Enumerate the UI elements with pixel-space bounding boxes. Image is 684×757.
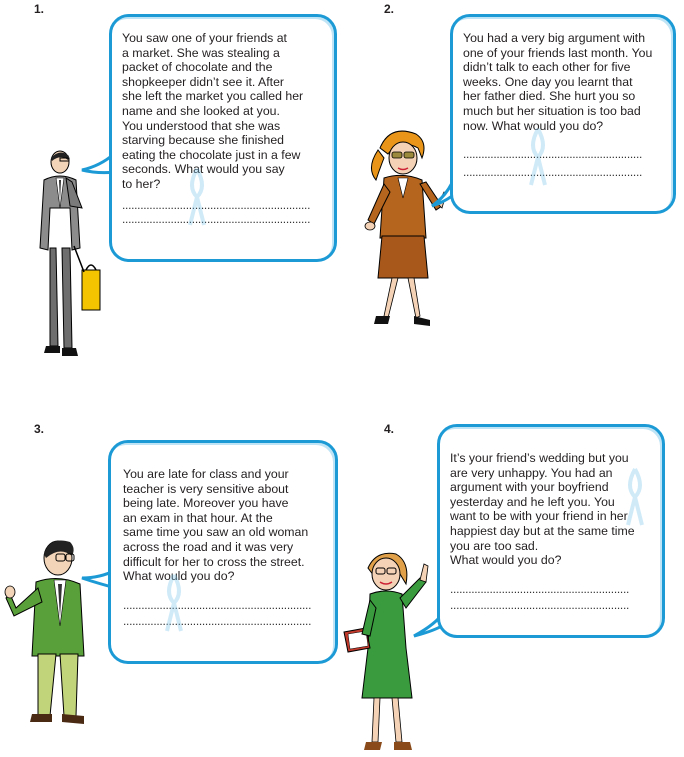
scenario-3-text: You are late for class and your teacher is very sensitive about being late. Moreover you have an exam in that hour. At the same time you saw an old woman across the road and it was very difficult for her to cross the street. What would you do? [123, 467, 309, 584]
speech-bubble-4 [437, 424, 665, 638]
answer-line-2a[interactable]: ........................................................... [463, 147, 643, 162]
answer-line-2b[interactable]: ........................................................... [463, 165, 643, 180]
answer-line-4a[interactable]: ........................................................... [450, 581, 630, 596]
scenario-3-number: 3. [34, 422, 45, 436]
scenario-1-text: You saw one of your friends at a market. She was stealing a packet of chocolate and the shopkeeper didn’t see it. After she left the market you called her name and she looked at you. You understood that she was starving because she finished eating the chocolate just in a few seconds. What would you say to her? [122, 31, 304, 191]
answer-line-4b[interactable]: ........................................................... [450, 597, 630, 612]
speech-bubble-3 [108, 440, 338, 664]
ribbon-watermark-icon [182, 167, 212, 227]
answer-line-1b[interactable]: .............................................................. [122, 211, 311, 226]
woman-green-dress-illustration [340, 548, 440, 754]
woman-red-hair-illustration [358, 128, 458, 333]
speech-bubble-1 [109, 14, 337, 262]
scenario-2-text: You had a very big argument with one of your friends last month. You didn’t talk to each other for five weeks. One day you learnt that her father died. She hurt you so much but her situation is too bad now. What would you do? [463, 31, 653, 133]
man-green-suit-illustration [0, 536, 105, 726]
scenario-1-number: 1. [34, 2, 45, 16]
scenario-4-text: It’s your friend’s wedding but you are very unhappy. You had an argument with your boyfriend yesterday and he left you. You want to be with your friend in her happiest day but at the same time you are too sad. What would you do? [450, 451, 635, 568]
answer-line-1a[interactable]: .............................................................. [122, 197, 311, 212]
scenario-4-number: 4. [384, 422, 395, 436]
ribbon-watermark-icon [523, 127, 553, 187]
answer-line-3a[interactable]: .............................................................. [123, 597, 312, 612]
scenario-2-number: 2. [384, 2, 395, 16]
answer-line-3b[interactable]: .............................................................. [123, 613, 312, 628]
speech-bubble-2 [450, 14, 676, 214]
ribbon-watermark-icon [620, 467, 650, 527]
ribbon-watermark-icon [159, 573, 189, 633]
